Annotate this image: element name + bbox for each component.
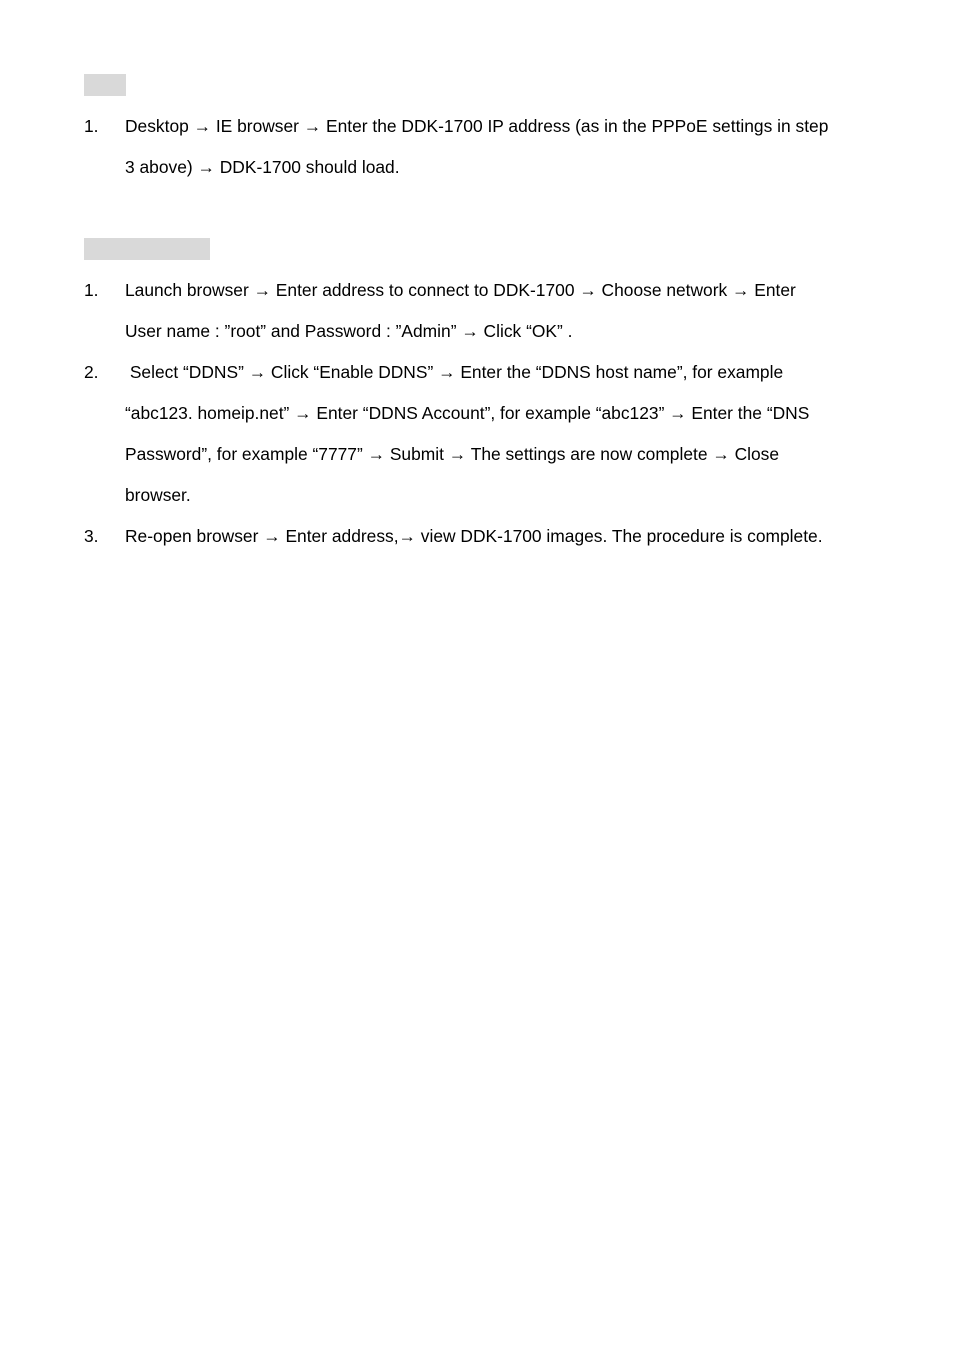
section-heading-bar bbox=[84, 238, 210, 260]
step-number: 1. bbox=[84, 280, 99, 300]
step-number: 2. bbox=[84, 362, 99, 382]
section-heading-bar bbox=[84, 74, 126, 96]
list-item bbox=[84, 352, 884, 516]
step-text-line: “abc123. homeip.net” → Enter “DDNS Account”, for example “abc123” → Enter the “DNS bbox=[125, 403, 810, 423]
step-text-line: Select “DDNS” → Click “Enable DDNS” → Enter the “DDNS host name”, for example bbox=[125, 362, 784, 382]
step-text-line: browser. bbox=[125, 485, 191, 505]
step-text-line: 3 above) → DDK-1700 should load. bbox=[125, 157, 400, 177]
list-item bbox=[84, 516, 884, 557]
step-text-line: Password”, for example “7777” → Submit → The settings are now complete → Close bbox=[125, 444, 780, 464]
step-number: 1. bbox=[84, 116, 99, 136]
step-text-line: Re-open browser → Enter address,→ view DDK-1700 images. The procedure is complete. bbox=[125, 526, 823, 546]
step-number: 3. bbox=[84, 526, 99, 546]
step-text-line: Desktop → IE browser → Enter the DDK-1700 IP address (as in the PPPoE settings in step bbox=[125, 116, 829, 136]
step-text-line: User name : ”root” and Password : ”Admin” → Click “OK” . bbox=[125, 321, 573, 341]
step-text-line: Launch browser → Enter address to connect to DDK-1700 → Choose network → Enter bbox=[125, 280, 796, 300]
list-item bbox=[84, 106, 884, 188]
list-item bbox=[84, 270, 884, 352]
